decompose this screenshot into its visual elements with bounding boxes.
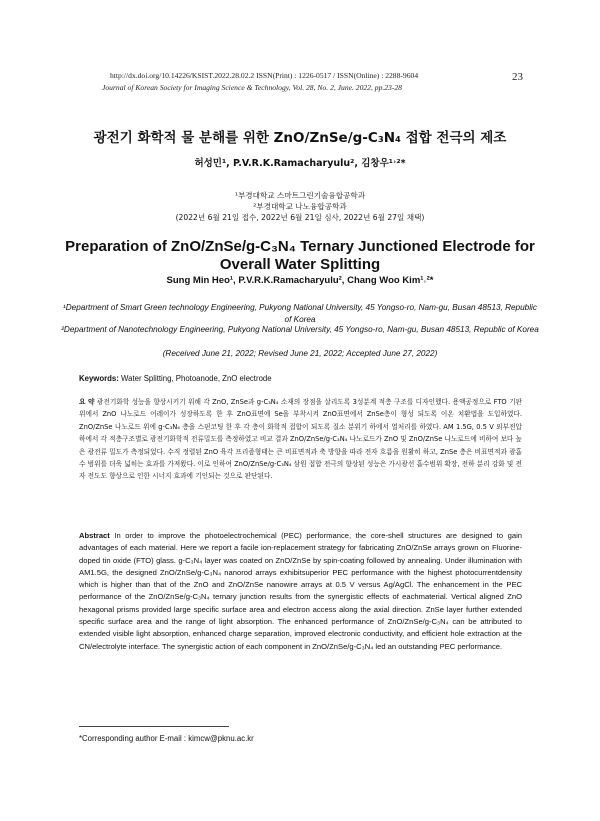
korean-affiliation-1: ¹부경대학교 스마트그린기술융합공학과 (234, 191, 366, 200)
keywords-label: Keywords: (79, 374, 119, 383)
english-affiliation-1: ¹Department of Smart Green technology Engineering, Pukyong National University, 45 Yongso-ro, Nam-gu, Busan 48513, Republic of Korea (63, 303, 537, 324)
header-journal-citation: Journal of Korean Society for Imaging Science & Technology, Vol. 28, No. 2, June. 2022, pp.23-28 (102, 83, 402, 92)
english-dates: (Received June 21, 2022; Revised June 21, 2022; Accepted June 27, 2022) (162, 349, 438, 358)
footnote-divider (79, 726, 229, 727)
korean-title: 광전기 화학적 물 분해를 위한 ZnO/ZnSe/g-C₃N₄ 접합 전극의 제조 (93, 130, 507, 146)
english-abstract-text: In order to improve the photoelectrochemical (PEC) performance, the core-shell structures are designed to gain advantages of each material. Here we report a facile ion-replacement strategy for fabricating ZnO/ZnSe arrays grown on Fluorine-doped tin oxide (FTO) glass. g-C₃N₄ layer was coated on ZnO/ZnSe by spin-coating followed by annealing. Under illumination with AM1.5G, the designed ZnO/ZnSe/g-C₃N₄ nanorod arrays exhibitsuperior PEC performance with the highest photocurrentdensity which is higher than that of the ZnO and ZnO/ZnSe nanowire arrays at 0.5 V versus Ag/AgCl. The enhancement in the PEC performance of the ZnO/ZnSe/g-C₃N₄ ternary junction results from the synergistic effects of eachmaterial. Vertical aligned ZnO hexagonal prisms provided large specific surface area and electron access along the axial direction. ZnSe layer further extended specific surface area and the range of light absorption. The enhanced performance of ZnO/ZnSe/g-C₃N₄ can be attributed to extended visible light absorption, enhanced charge separation, improved electronic conductivity, and efficient hole extraction at the CN/electrolyte interface. The synergistic action of each component in ZnO/ZnSe/g-C₃N₄ led an outstanding PEC performance. (79, 531, 522, 651)
page-number: 23 (512, 71, 523, 83)
keywords (79, 374, 539, 383)
header-doi-issn: http://dx.doi.org/10.14226/KSIST.2022.28.02.2 ISSN(Print) : 1226-0517 / ISSN(Online) : 2288-9604 (110, 71, 419, 80)
english-abstract-label: Abstract (79, 531, 110, 540)
footnote-corresponding-author: *Corresponding author E-mail : kimcw@pknu.ac.kr (79, 734, 254, 743)
english-title-line-1: Preparation of ZnO/ZnSe/g-C₃N₄ Ternary Junctioned Electrode for (65, 238, 535, 255)
english-title-line-2: Overall Water Splitting (219, 256, 381, 273)
keywords-text: Water Splitting, Photoanode, ZnO electrode (121, 374, 272, 383)
korean-abstract-text: 광전기화학 성능을 향상시키기 위해 각 ZnO, ZnSe과 g-C₃N₄ 소재의 장점을 살리도록 3성분계 적층 구조를 디자인했다. 용액공정으로 FTO 기판위에서 ZnO 나노로드 어레이가 성장하도록 한 후 ZnO표면에 Se을 부착시켜 ZnO표면에서 ZnSe층이 형성 되도록 이온 치환법을 도입하였다. ZnO/ZnSe 나노로드 위에 g-C₃N₄ 층을 스핀코팅 한 후 각 층이 화학적 접합이 되도록 질소 분위기 하에서 열처리를 하였다. AM 1.5G, 0.5 V 외부전압하에서 각 적층구조별로 광전기화학적 전류밀도를 측정하였고 비교 결과 ZnO/ZnSe/g-C₃N₄ 나노로드가 ZnO 및 ZnO/ZnSe 나노로드에 비하여 보다 높은 광전류 밀도가 측정되었다. 수직 정렬된 ZnO 육각 프리즘형태는 큰 비표면적과 축 방향을 따라 전자 흐름을 원활히 하고, ZnSe 층은 비표면적과 광흡수 범위를 더욱 넓히는 효과를 가져왔다. 이로 인하여 ZnO/ZnSe/g-C₃N₄ 삼원 접합 전극의 향상된 성능은 가시광선 흡수범위 확장, 전하 분리 강화 및 전자 전도도 향상으로 인한 시너지 효과에 기인되는 것으로 판단된다. (79, 398, 522, 481)
korean-abstract (79, 396, 522, 483)
english-title (0, 238, 600, 274)
english-abstract (79, 530, 522, 653)
korean-affiliation-2: ²부경대학교 나노융합공학과 (253, 202, 347, 211)
english-authors: Sung Min Heo¹, P.V.R.K.Ramacharyulu², Chang Woo Kim¹˒²* (166, 275, 434, 286)
korean-abstract-label: 요 약 (79, 398, 95, 406)
english-affiliation-2: ²Department of Nanotechnology Engineering, Pukyong National University, 45 Yongso-ro, Nam-gu, Busan 48513, Republic of Korea (61, 325, 539, 334)
korean-authors: 허성민¹, P.V.R.K.Ramacharyulu², 김창우¹˒²* (194, 158, 406, 169)
korean-dates: (2022년 6월 21일 접수, 2022년 6월 21일 심사, 2022년 6월 27일 채택) (175, 213, 425, 222)
